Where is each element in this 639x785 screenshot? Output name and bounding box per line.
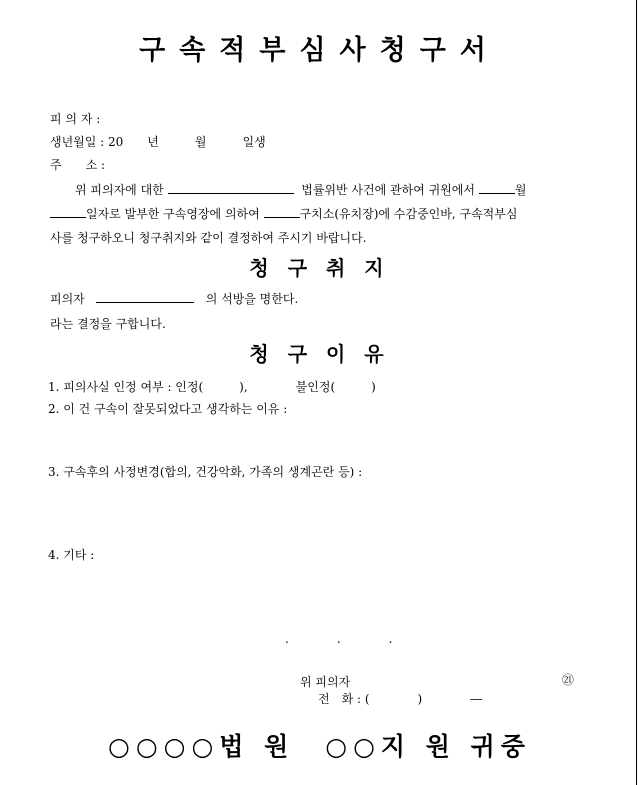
reason-item-2: 2. 이 건 구속이 잘못되었다고 생각하는 이유 : bbox=[48, 402, 288, 416]
reason-item-4: 4. 기타 : bbox=[48, 548, 95, 562]
purpose-line-1 bbox=[50, 290, 298, 307]
text: 위 피의자에 대한 bbox=[75, 183, 164, 197]
text: 월 bbox=[514, 183, 527, 197]
blank-month bbox=[479, 182, 515, 194]
reasons-heading: 청 구 이 유 bbox=[249, 342, 390, 366]
blank-day bbox=[50, 206, 86, 218]
address-field: 주 소 : bbox=[50, 158, 106, 172]
text: 구치소(유치장)에 수감중인바, 구속적부심 bbox=[299, 207, 518, 221]
suspect-field: 피 의 자 : bbox=[50, 112, 101, 126]
text: 법률위반 사건에 관하여 귀원에서 bbox=[301, 183, 475, 197]
body-line-1 bbox=[75, 181, 526, 198]
phone-line: 전 화 : ( ) ― bbox=[318, 692, 483, 706]
body-line-3: 사를 청구하오니 청구취지와 같이 결정하여 주시기 바랍니다. bbox=[50, 231, 367, 245]
text: 의 석방을 명한다. bbox=[205, 292, 299, 306]
blank-name bbox=[96, 291, 194, 303]
purpose-heading: 청 구 취 지 bbox=[249, 256, 390, 280]
signature-label: 위 피의자 bbox=[300, 675, 351, 689]
blank-jail bbox=[264, 206, 300, 218]
text: 일자로 발부한 구속영장에 의하여 bbox=[86, 207, 260, 221]
court-addressee: ○○○○법 원 ○○지 원 귀중 bbox=[108, 732, 531, 761]
blank-law bbox=[168, 182, 294, 194]
birth-field: 생년월일 : 20 년 월 일생 bbox=[50, 135, 266, 149]
purpose-line-2: 라는 결정을 구합니다. bbox=[50, 317, 166, 331]
reason-item-1: 1. 피의사실 인정 여부 : 인정( ), 불인정( ) bbox=[48, 380, 376, 394]
text: 피의자 bbox=[50, 292, 85, 306]
reason-item-3: 3. 구속후의 사정변경(합의, 건강악화, 가족의 생계곤란 등) : bbox=[48, 465, 363, 479]
body-line-2 bbox=[50, 205, 517, 222]
document-title: 구속적부심사청구서 bbox=[139, 35, 500, 66]
page-border bbox=[636, 0, 637, 785]
seal-mark: ㉑ bbox=[562, 673, 575, 687]
date-line: . . . bbox=[285, 632, 393, 646]
